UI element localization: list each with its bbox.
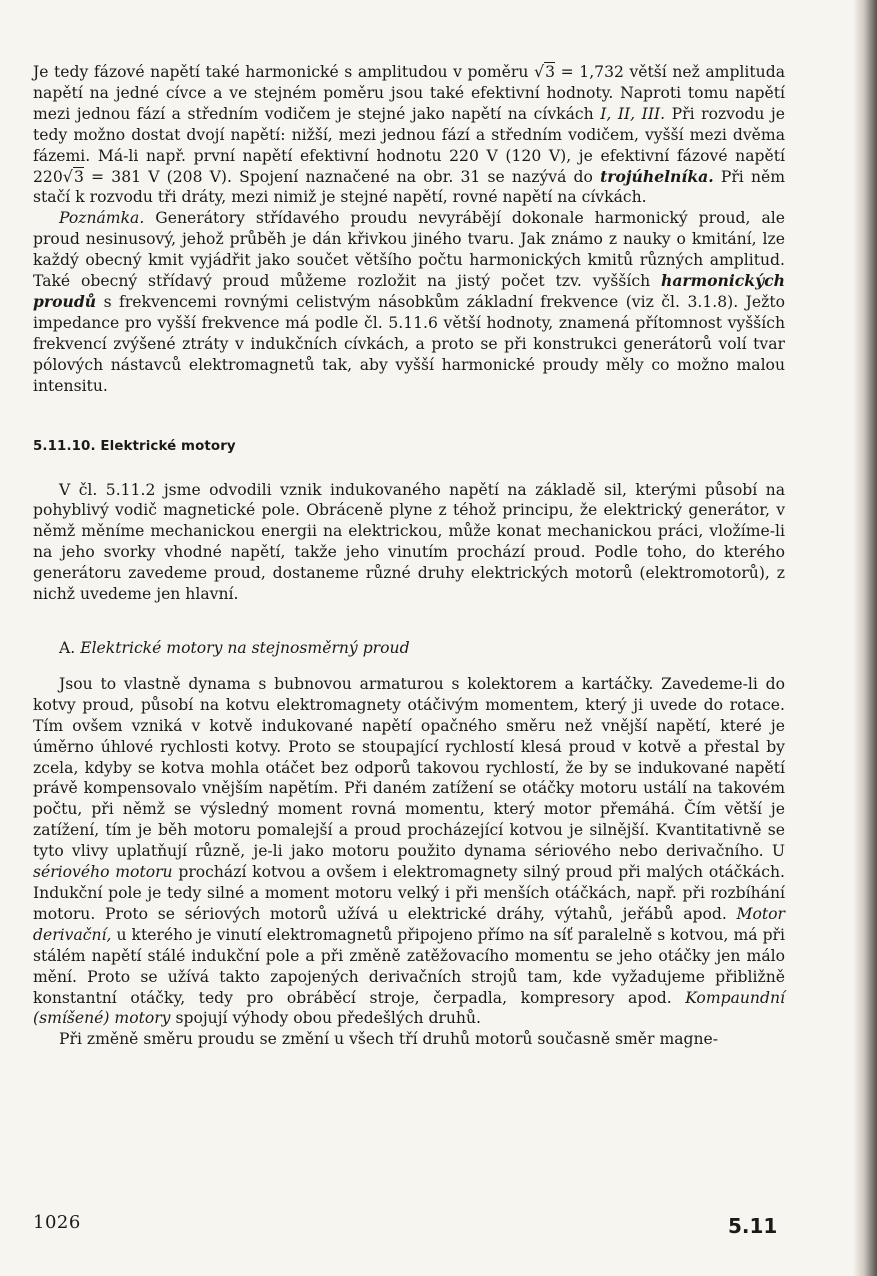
text-run: u kterého je vinutí elektromagnetů připojeno přímo na síť paralelně s kotvou, má při stálém napětí stálé indukční pole a při změně zatěžovacího momentu se jeho otáčky jen málo mění. Proto se užívá takto zapojených derivačních strojů tam, kde vyžadujeme přibližně konstantní otáčky, tedy pro obráběcí stroje, čerpadla, kompresory apod. — [33, 925, 785, 1007]
sqrt-argument: 3 — [545, 63, 556, 81]
section-tag: 5.11 — [728, 1214, 778, 1238]
text-run: s frekvencemi rovnými celistvým násobkům základní frekvence (viz čl. 3.1.8). Ježto impedance pro vyšší frekvence má podle čl. 5.11.6 větší hodnoty, znamená přítomnost vyšších frekvencí zvýšené ztráty v indukčních cívkách, a proto se při konstrukci generátorů volí tvar pólových nástavců elektromagnetů tak, aby vyšší harmonické proudy měly co možno malou intensitu. — [33, 292, 785, 395]
text-run: prochází kotvou a ovšem i elektromagnety silný proud při malých otáčkách. Indukční pole je tedy silné a moment motoru velký i při menších otáčkách, např. při rozbíhání motoru. Proto se sériových motorů užívá u elektrické dráhy, výtahů, jeřábů apod. — [33, 863, 785, 923]
text-run: Při něm stačí k rozvodu tři dráty, mezi nimiž je stejné napětí, rovné napětí na cívkách. — [33, 167, 785, 207]
paragraph-note — [33, 208, 785, 396]
paragraph-direction-change: Při změně směru proudu se změní u všech tří druhů motorů současně směr magne- — [59, 1030, 719, 1049]
paragraph-motors-intro: V čl. 5.11.2 jsme odvodili vznik indukovaného napětí na základě sil, kterými působí na pohyblivý vodič magnetické pole. Obráceně plyne z téhož principu, že elektrický generátor, v němž měníme mechanickou energii na elektrickou, může konat mechanickou práci, vložíme-li na jeho svorky vhodné napětí, takže jeho vinutím prochází proud. Podle toho, do kterého generátoru zavedeme proud, dostaneme různé druhy elektrických motorů (elektromotorů), z nichž uvedeme jen hlavní. — [33, 480, 785, 604]
page-edge-shadow — [853, 0, 877, 1276]
sqrt-symbol: √ — [62, 166, 73, 186]
coil-labels: I, II, III. — [600, 104, 666, 123]
text-run: Při rozvodu je tedy možno dostat dvojí napětí: nižší, mezi jednou fází a středním vodičem, vyšší mezi dvěma fázemi. Má-li např. první napětí efektivní hodnotu 220 V (120 V), je efektivní fázové napětí 220 — [33, 104, 785, 186]
term-harmonic-currents: harmonických proudů — [33, 271, 785, 311]
paragraph-dc-motors — [33, 674, 785, 1029]
page-number: 1026 — [33, 1212, 81, 1233]
text-run: spojují výhody obou předešlých druhů. — [170, 1009, 481, 1028]
text-run: Generátory střídavého proudu nevyrábějí dokonale harmonický proud, ale proud nesinusový, jehož průběh je dán křivkou jiného tvaru. Jak známo z nauky o kmitání, lze každý obecný kmit vyjádřit jako součet většího počtu harmonických kmitů různých amplitud. Také obecný střídavý proud můžeme rozložit na jistý počet tzv. vyšších — [33, 209, 785, 291]
subsection-heading — [59, 638, 785, 658]
subsection-letter: A. — [59, 638, 76, 657]
text-run: = 1,732 větší než amplituda napětí na jedné cívce a ve stejném poměru jsou také efektivní hodnoty. Naproti tomu napětí mezi jednou fází a středním vodičem je stejné jako napětí na cívkách — [33, 63, 785, 123]
sqrt-argument: 3 — [73, 167, 84, 186]
sqrt-symbol: √ — [533, 62, 545, 81]
page-body — [33, 62, 785, 1050]
text-run: Jsou to vlastně dynama s bubnovou armaturou s kolektorem a kartáčky. Zavedeme-li do kotvy proud, působí na kotvu elektromagnety otáčivým momentem, který ji uvede do rotace. Tím ovšem vzniká v kotvě indukované napětí opačného směru než vnější napětí, které je úměrno úhlové rychlosti kotvy. Proto se stoupající rychlostí klesá proud v kotvě a přestal by zcela, kdyby se kotva mohla otáčet bez odporů takovou rychlostí, že by se indukované napětí právě kompensovalo vnějším napětím. Při daném zatížení se otáčky motoru ustálí na takovém počtu, při němž se výsledný moment rovná momentu, který motor přemáhá. Čím větší je zatížení, tím je běh motoru pomalejší a proud procházející kotvou je silnější. Kvantitativně se tyto vlivy uplatňují různě, je-li jako motoru použito dynama sériového nebo derivačního. U — [33, 674, 785, 861]
text-run: Je tedy fázové napětí také harmonické s amplitudou v poměru — [33, 63, 534, 81]
note-label: Poznámka. — [59, 209, 145, 228]
term-compound-motors: Kompaundní (smíšené) motory — [33, 988, 785, 1028]
text-run: = 381 V (208 V). Spojení naznačené na obr. 31 se nazývá do — [83, 167, 601, 186]
subsection-title: Elektrické motory na stejnosměrný proud — [80, 638, 410, 657]
term-series-motor: sériového motoru — [33, 863, 173, 882]
term-delta-connection: trojúhelníka. — [600, 166, 714, 186]
term-shunt-motor: Motor derivační, — [33, 904, 785, 944]
paragraph-phase-voltage — [33, 62, 785, 208]
section-heading: 5.11.10. Elektrické motory — [33, 438, 236, 454]
